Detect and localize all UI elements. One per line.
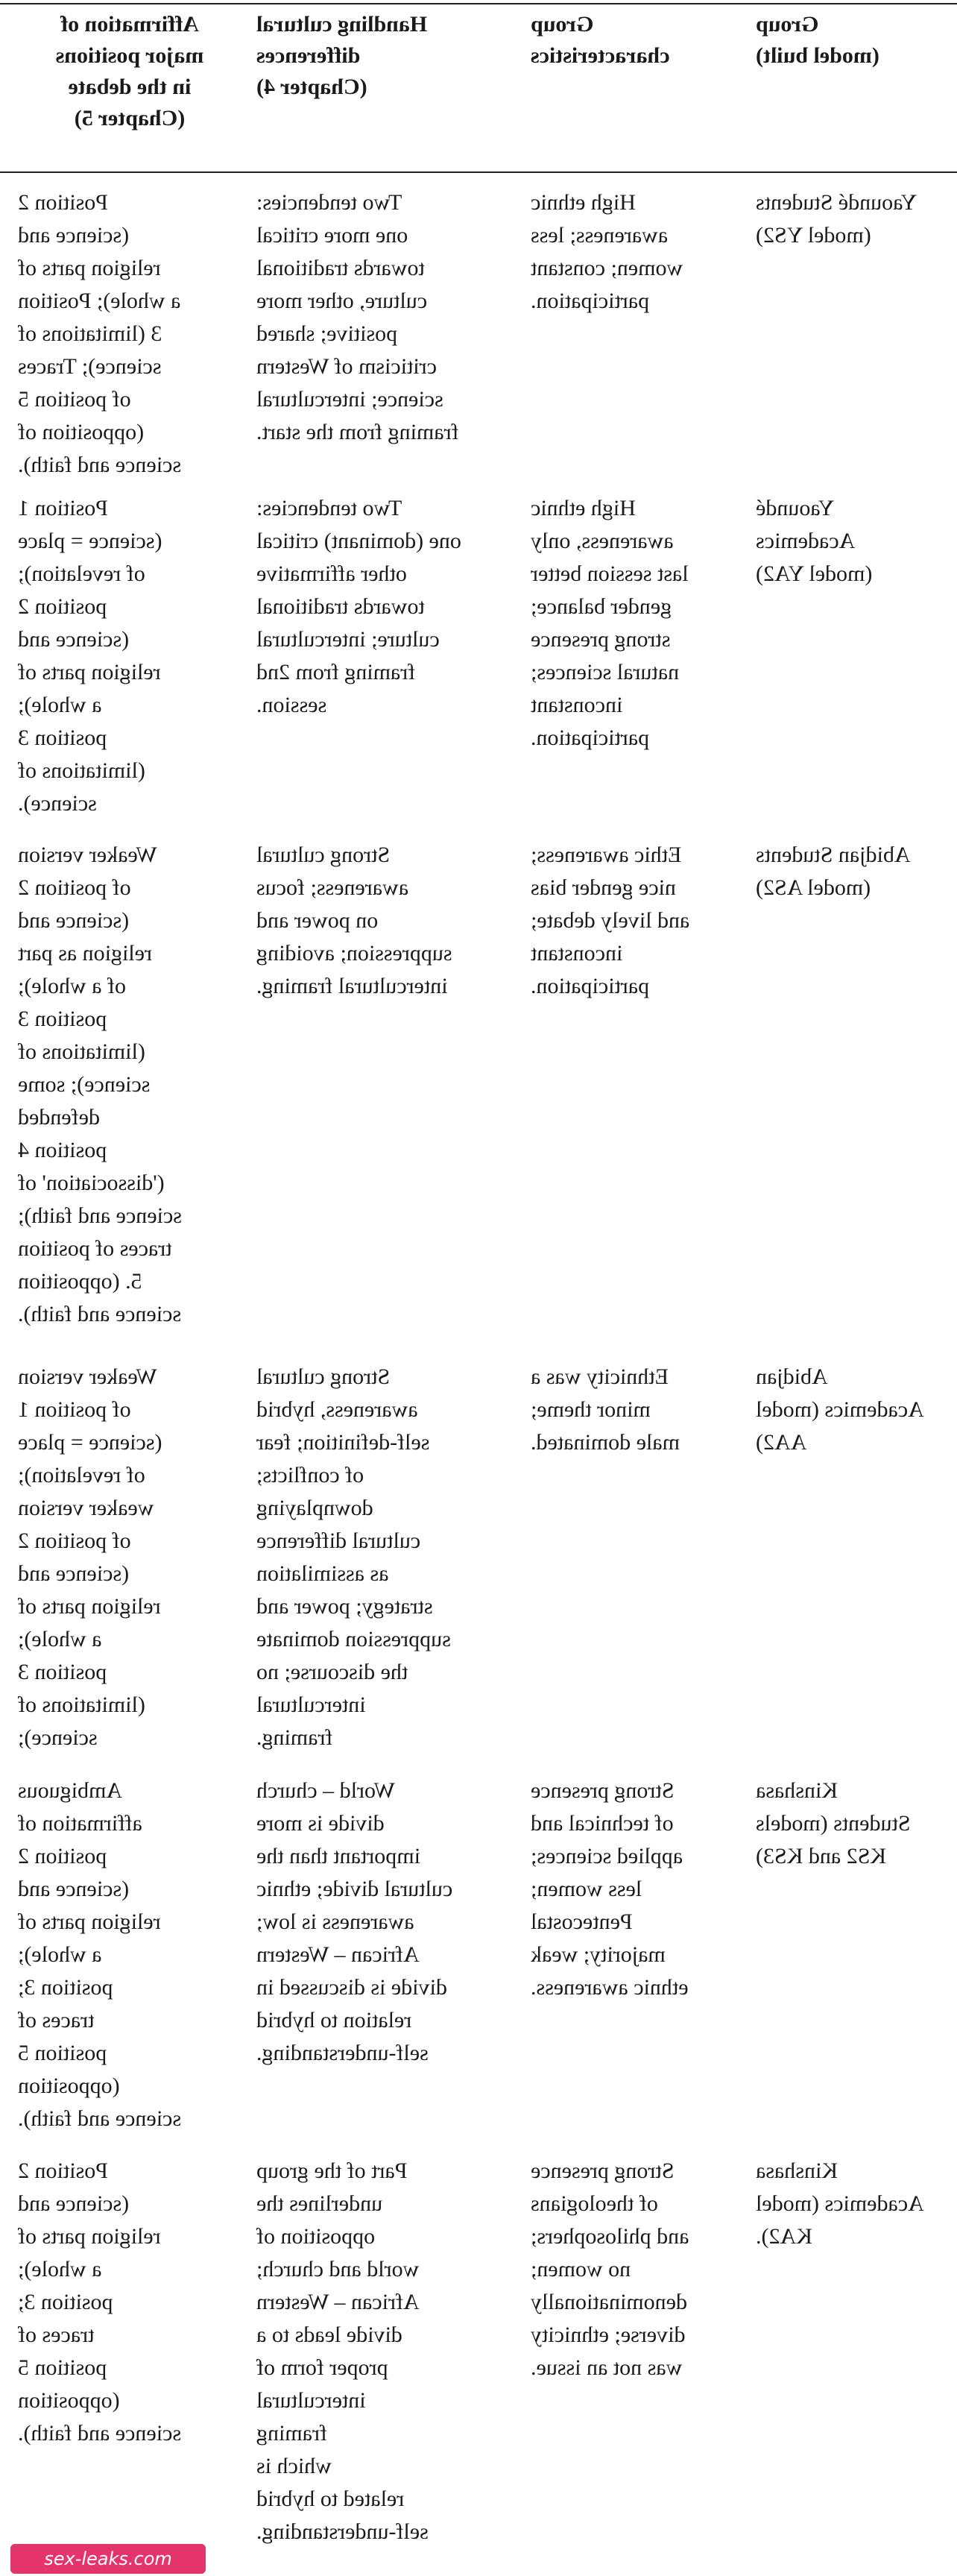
header-characteristics: Group characteristics <box>531 12 670 68</box>
row-6-affirmation: Position 2 (science and religion parts of a whole); position 3; traces of position 5 (opposition science and faith). <box>18 2158 182 2446</box>
row-4-characteristics: Ethnicity was a minor theme; male dominated. <box>531 1364 680 1455</box>
row-4-group: Abidjan Academics (model AA2) <box>756 1364 924 1455</box>
row-1-characteristics: High ethnic awareness; less women; constant participation. <box>531 190 683 313</box>
row-6-characteristics: Strong presence of theologians and philosophers; no women; denominationally diverse; ethnicity was not an issue. <box>531 2158 689 2380</box>
row-4-affirmation: Weaker version of position 1 (science = place of revelation); weaker version of position 2 (science and religion parts of a whole); position 3 (limitations of science); <box>18 1364 162 1750</box>
row-2-handling: Two tendencies: one (dominant) critical other affirmative towards traditional culture; intercultural framing from 2nd session. <box>256 496 461 717</box>
row-2-affirmation: Position 1 (science = place of revelation); position 2 (science and religion parts of a whole); position 3 (limitations of science). <box>18 496 162 816</box>
row-5-handling: World – church divide is more important than the cultural divide; ethnic awareness is low; African – Western divide is discussed in relation to hybrid self-understanding. <box>256 1778 453 2065</box>
row-4-handling: Strong cultural awareness, hybrid self-definition; fear of conflicts; downplaying cultural difference as assimilation strategy; power and suppression dominate the discourse; no intercultural framing. <box>256 1364 451 1750</box>
row-2-group: Yaoundé Academics (model YA2) <box>756 496 873 586</box>
header-handling: Handling cultural differences (Chapter 4) <box>256 12 428 99</box>
row-1-affirmation: Position 2 (science and religion parts of a whole); Position 3 (limitations of science); Traces of position 5 (opposition of science and faith). <box>18 190 182 477</box>
row-6-group: Kinshasa Academics (model KA2). <box>756 2158 924 2249</box>
header-group: Group (model built) <box>756 12 879 68</box>
table-top-rule <box>0 3 957 4</box>
row-1-group: Yaoundé Students (model YS2) <box>756 190 917 248</box>
row-5-characteristics: Strong presence of technical and applied sciences; less women; Pentecostal majority; weak ethnic awareness. <box>531 1778 689 2000</box>
row-3-characteristics: Ethic awareness; nice gender bias and lively debate; inconstant participation. <box>531 843 690 998</box>
row-5-group: Kinshasa Students (models KS2 and KS3) <box>756 1778 911 1868</box>
row-3-handling: Strong cultural awareness; focus on power and suppression; avoiding intercultural framing. <box>256 843 452 998</box>
row-3-group: Abidjan Students (model AS2) <box>756 843 911 900</box>
table-header-rule <box>0 171 957 173</box>
watermark-badge: sex-leaks.com <box>10 2544 206 2574</box>
header-affirmation: Affirmation of major positions in the debate (Chapter 5) <box>55 12 204 130</box>
row-6-handling: Part of the group underlines the opposition of world and church; African – Western divide leads to a proper form of intercultural framing which is related to hybrid self-understanding. <box>256 2158 429 2544</box>
row-3-affirmation: Weaker version of position 2 (science and religion as part of a whole); position 3 (limitations of science); some defended position 4 ('dissociation' of science and faith); traces of position 5. (opposition science and faith). <box>18 843 182 1326</box>
row-5-affirmation: Ambiguous affirmation of position 2 (science and religion parts of a whole); position 3; traces of position 5 (opposition science and faith). <box>18 1778 182 2131</box>
row-1-handling: Two tendencies: one more critical towards traditional culture, other more positive; shared criticism of Western science; intercultural framing from the start. <box>256 190 459 444</box>
row-2-characteristics: High ethnic awareness, only last session better gender balance; strong presence natural sciences; inconstant participation. <box>531 496 689 750</box>
